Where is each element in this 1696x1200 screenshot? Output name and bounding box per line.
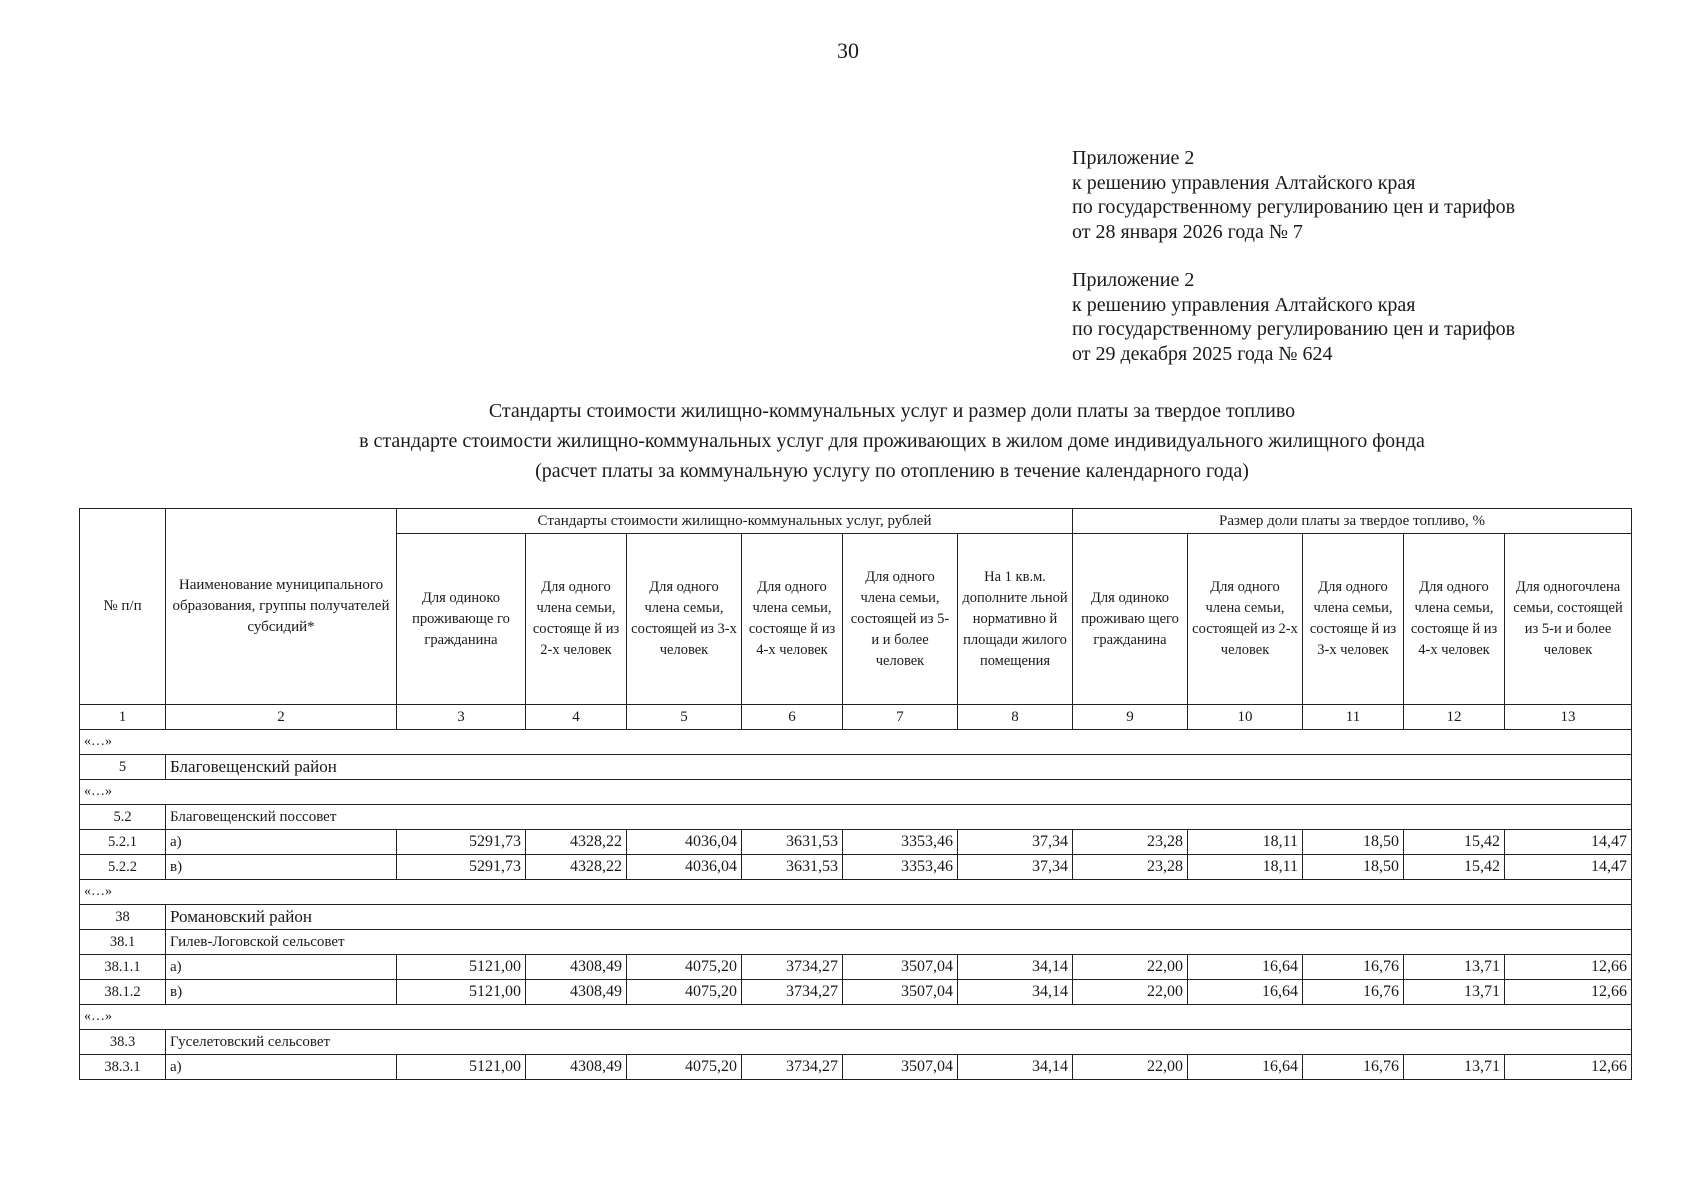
appendix-line: по государственному регулированию цен и тарифов [1072,196,1516,218]
title-line: в стандарте стоимости жилищно-коммунальных услуг для проживающих в жилом доме индивидуального жилищного фонда [359,430,1425,452]
header-row-number: № п/п [80,509,166,705]
value-cell: 3631,53 [742,830,843,855]
page-number: 30 [837,38,859,63]
value-cell: 16,76 [1303,980,1404,1005]
value-cell: 22,00 [1073,1055,1188,1080]
value-cell: 3631,53 [742,855,843,880]
value-cell: 15,42 [1404,855,1505,880]
document-title [0,396,1696,486]
column-number: 9 [1073,705,1188,730]
header-std-col: Для одного члена семьи, состоящей из 5-и и более человек [843,534,958,705]
value-cell: 4308,49 [526,980,627,1005]
column-number: 8 [958,705,1073,730]
header-share-col: Для одного члена семьи, состоящей из 2-х человек [1188,534,1303,705]
appendix-line: от 28 января 2026 года № 7 [1072,220,1303,243]
value-cell: 12,66 [1505,1055,1632,1080]
row-number: 5 [80,755,166,780]
header-std-col: Для одного члена семьи, состоящей из 3-х человек [627,534,742,705]
appendix-reference-current [1072,146,1515,244]
appendix-reference-prior [1072,268,1515,366]
omitted-rows-marker: «…» [80,1005,1632,1030]
header-share-col: Для одиноко проживаю щего гражданина [1073,534,1188,705]
value-cell: 18,50 [1303,830,1404,855]
settlement-row [80,805,1632,830]
row-number: 38.3 [80,1030,166,1055]
table-row [80,1055,1632,1080]
value-cell: 18,11 [1188,830,1303,855]
header-municipality-name: Наименование муниципального образования, группы получателей субсидий* [166,509,397,705]
value-cell: 3353,46 [843,830,958,855]
value-cell: 13,71 [1404,1055,1505,1080]
value-cell: 5121,00 [397,955,526,980]
value-cell: 16,76 [1303,955,1404,980]
value-cell: 13,71 [1404,955,1505,980]
recipient-group: а) [166,830,397,855]
value-cell: 16,76 [1303,1055,1404,1080]
header-std-col: Для одиноко проживающе го гражданина [397,534,526,705]
value-cell: 16,64 [1188,955,1303,980]
omitted-rows-marker: «…» [80,780,1632,805]
value-cell: 4075,20 [627,955,742,980]
appendix-line: Приложение 2 [1072,269,1195,291]
appendix-line: Приложение 2 [1072,147,1195,169]
header-share-col: Для одногочлена семьи, состоящей из 5-и и более человек [1505,534,1632,705]
column-number: 10 [1188,705,1303,730]
value-cell: 37,34 [958,830,1073,855]
value-cell: 5291,73 [397,855,526,880]
recipient-group: а) [166,1055,397,1080]
value-cell: 4036,04 [627,855,742,880]
header-std-col: Для одного члена семьи, состояще й из 4-х человек [742,534,843,705]
value-cell: 34,14 [958,955,1073,980]
appendix-line: к решению управления Алтайского края [1072,171,1416,194]
column-number: 11 [1303,705,1404,730]
title-line: (расчет платы за коммунальную услугу по отоплению в течение календарного года) [535,460,1249,482]
value-cell: 22,00 [1073,955,1188,980]
column-number: 5 [627,705,742,730]
value-cell: 15,42 [1404,830,1505,855]
settlement-row [80,930,1632,955]
header-share-col: Для одного члена семьи, состояще й из 3-х человек [1303,534,1404,705]
appendix-line: к решению управления Алтайского края [1072,293,1416,316]
value-cell: 3507,04 [843,1055,958,1080]
value-cell: 3353,46 [843,855,958,880]
row-number: 5.2.1 [80,830,166,855]
column-number: 2 [166,705,397,730]
value-cell: 5121,00 [397,1055,526,1080]
value-cell: 16,64 [1188,1055,1303,1080]
value-cell: 34,14 [958,1055,1073,1080]
header-group-standards: Стандарты стоимости жилищно-коммунальных услуг, рублей [397,509,1073,534]
district-name: Романовский район [166,905,1632,930]
table-row [80,980,1632,1005]
column-number: 1 [80,705,166,730]
settlement-name: Гилев-Логовской сельсовет [166,930,1632,955]
district-row [80,755,1632,780]
omitted-rows-marker: «…» [80,730,1632,755]
column-number-row [80,705,1632,730]
omitted-rows-row [80,880,1632,905]
title-line: Стандарты стоимости жилищно-коммунальных услуг и размер доли платы за твердое топливо [488,400,1296,422]
value-cell: 23,28 [1073,830,1188,855]
appendix-line: от 29 декабря 2025 года № 624 [1072,342,1333,365]
value-cell: 14,47 [1505,855,1632,880]
appendix-line: по государственному регулированию цен и тарифов [1072,318,1516,340]
table-row [80,855,1632,880]
value-cell: 18,11 [1188,855,1303,880]
column-number: 4 [526,705,627,730]
column-number: 13 [1505,705,1632,730]
value-cell: 23,28 [1073,855,1188,880]
row-number: 38.1 [80,930,166,955]
column-number: 3 [397,705,526,730]
value-cell: 4308,49 [526,955,627,980]
district-name: Благовещенский район [166,755,1632,780]
settlement-name: Благовещенский поссовет [166,805,1632,830]
value-cell: 34,14 [958,980,1073,1005]
value-cell: 18,50 [1303,855,1404,880]
column-number: 6 [742,705,843,730]
recipient-group: в) [166,855,397,880]
value-cell: 3734,27 [742,955,843,980]
value-cell: 5291,73 [397,830,526,855]
value-cell: 13,71 [1404,980,1505,1005]
value-cell: 12,66 [1505,955,1632,980]
value-cell: 3734,27 [742,1055,843,1080]
value-cell: 3507,04 [843,980,958,1005]
value-cell: 4075,20 [627,980,742,1005]
row-number: 38.3.1 [80,1055,166,1080]
value-cell: 4036,04 [627,830,742,855]
table-body [80,730,1632,1080]
row-number: 38.1.2 [80,980,166,1005]
header-std-col: Для одного члена семьи, состояще й из 2-х человек [526,534,627,705]
value-cell: 4328,22 [526,855,627,880]
omitted-rows-marker: «…» [80,880,1632,905]
recipient-group: в) [166,980,397,1005]
column-number: 12 [1404,705,1505,730]
row-number: 5.2.2 [80,855,166,880]
omitted-rows-row [80,1005,1632,1030]
row-number: 38 [80,905,166,930]
value-cell: 5121,00 [397,980,526,1005]
value-cell: 22,00 [1073,980,1188,1005]
value-cell: 3507,04 [843,955,958,980]
recipient-group: а) [166,955,397,980]
district-row [80,905,1632,930]
row-number: 38.1.1 [80,955,166,980]
table-row [80,955,1632,980]
header-std-col: На 1 кв.м. дополните льной нормативно й площади жилого помещения [958,534,1073,705]
table-row [80,830,1632,855]
row-number: 5.2 [80,805,166,830]
column-number: 7 [843,705,958,730]
header-group-fuel-share: Размер доли платы за твердое топливо, % [1073,509,1632,534]
standards-table [79,508,1632,1080]
value-cell: 14,47 [1505,830,1632,855]
value-cell: 4328,22 [526,830,627,855]
omitted-rows-row [80,780,1632,805]
settlement-row [80,1030,1632,1055]
value-cell: 12,66 [1505,980,1632,1005]
value-cell: 37,34 [958,855,1073,880]
header-share-col: Для одного члена семьи, состояще й из 4-х человек [1404,534,1505,705]
settlement-name: Гуселетовский сельсовет [166,1030,1632,1055]
value-cell: 4308,49 [526,1055,627,1080]
value-cell: 16,64 [1188,980,1303,1005]
omitted-rows-row [80,730,1632,755]
value-cell: 3734,27 [742,980,843,1005]
value-cell: 4075,20 [627,1055,742,1080]
